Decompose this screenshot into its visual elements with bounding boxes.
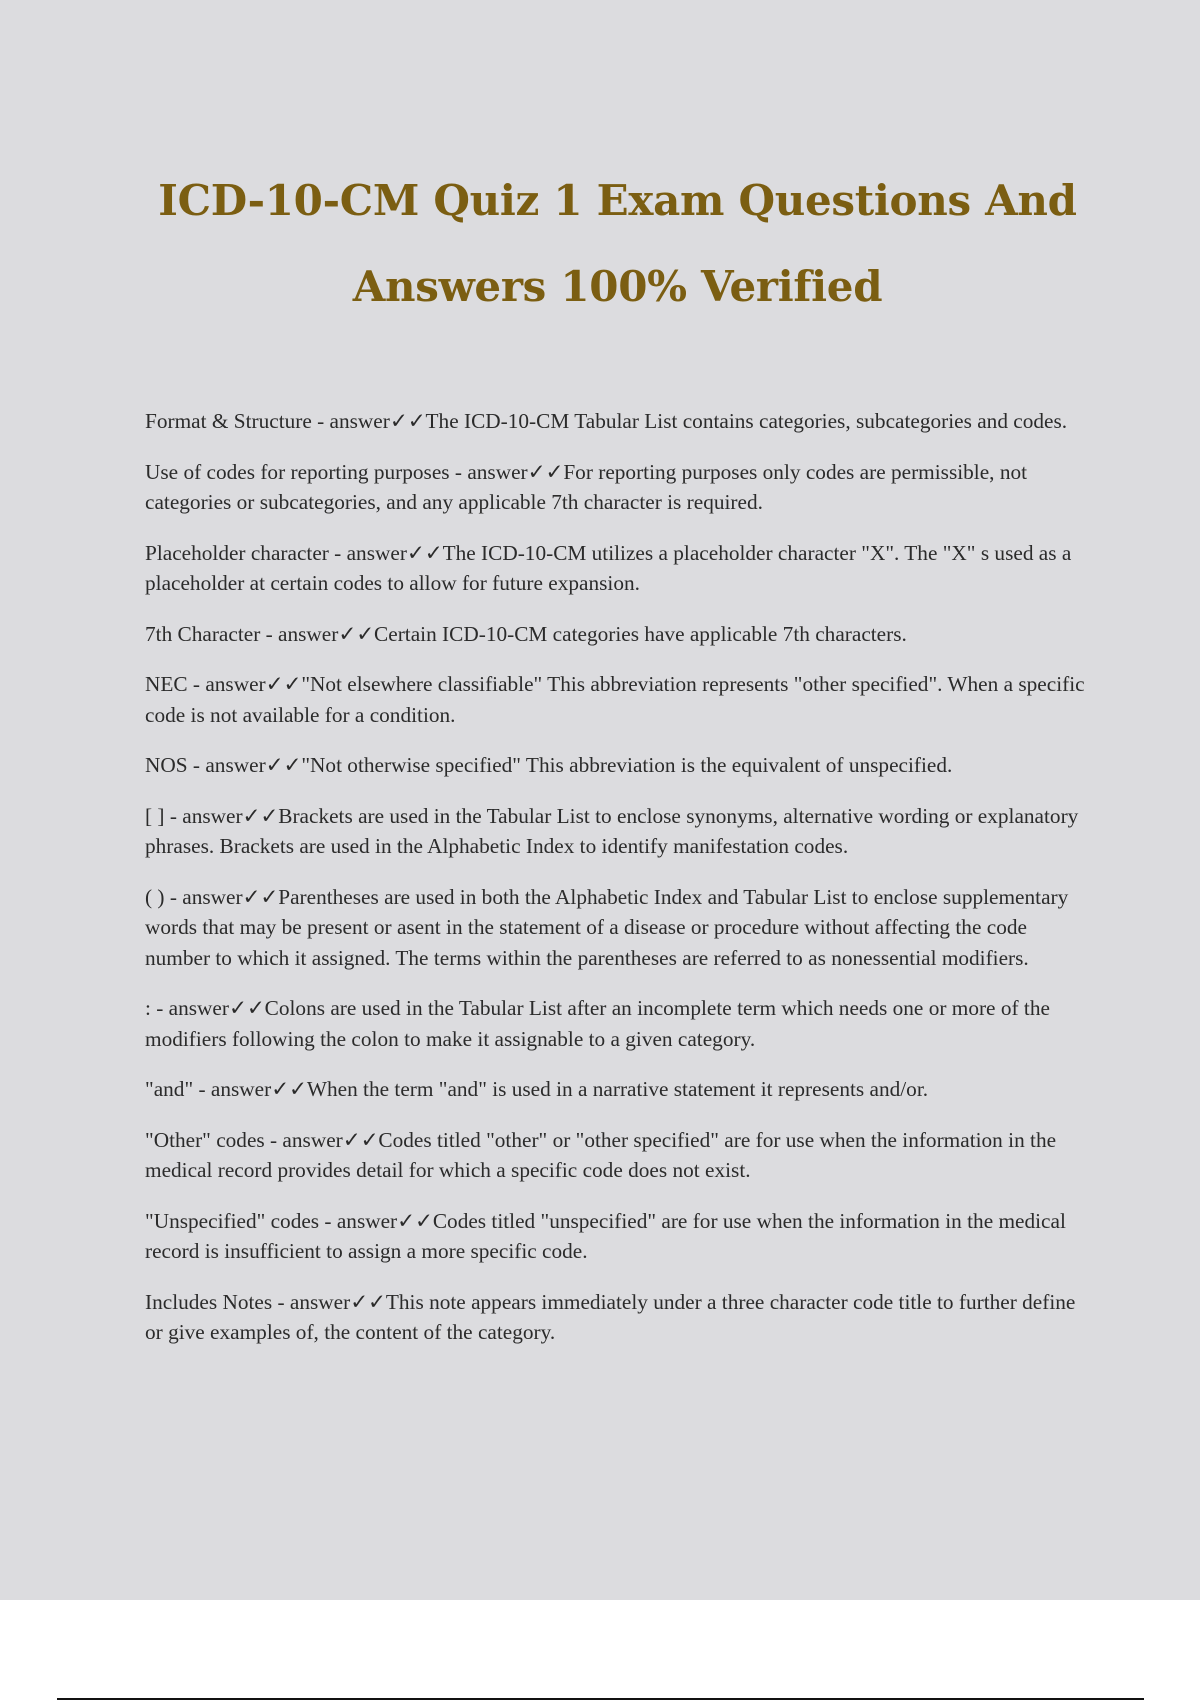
qa-item: ( ) - answer✓✓Parentheses are used in both the Alphabetic Index and Tabular List to enclose supplementary words that may be present or asent in the statement of a disease or procedure without affecting the code number to which it assigned. The terms within the parentheses are referred to as nonessential modifiers. [145, 884, 1069, 970]
qa-list [145, 406, 1095, 1368]
qa-item: 7th Character - answer✓✓Certain ICD-10-CM categories have applicable 7th characters. [145, 621, 907, 646]
title-line-1: ICD-10-CM Quiz 1 Exam Questions And [158, 176, 1077, 225]
qa-item: "and" - answer✓✓When the term "and" is used in a narrative statement it represents and/or. [145, 1077, 929, 1101]
qa-item: Format & Structure - answer✓✓The ICD-10-CM Tabular List contains categories, subcategories and codes. [145, 409, 1068, 433]
qa-item: Use of codes for reporting purposes - answer✓✓For reporting purposes only codes are permissible, not categories or subcategories, and any applicable 7th character is required. [145, 459, 1028, 514]
qa-item: Placeholder character - answer✓✓The ICD-10-CM utilizes a placeholder character "X". The "X" s used as a placeholder at certain codes to allow for future expansion. [145, 540, 1072, 595]
qa-item: NEC - answer✓✓"Not elsewhere classifiable" This abbreviation represents "other specified". When a specific code is not available for a condition. [145, 672, 1085, 727]
qa-item: Includes Notes - answer✓✓This note appears immediately under a three character code title to further define or give examples of, the content of the category. [145, 1289, 1076, 1344]
title-line-2: Answers 100% Verified [352, 262, 883, 311]
qa-item: : - answer✓✓Colons are used in the Tabular List after an incomplete term which needs one or more of the modifiers following the colon to make it assignable to a given category. [145, 996, 1050, 1051]
page-title [0, 158, 1200, 330]
qa-item: [ ] - answer✓✓Brackets are used in the Tabular List to enclose synonyms, alternative wording or explanatory phrases. Brackets are used in the Alphabetic Index to identify manifestation codes. [145, 803, 1079, 858]
qa-item: "Unspecified" codes - answer✓✓Codes titled "unspecified" are for use when the information in the medical record is insufficient to assign a more specific code. [145, 1208, 1066, 1263]
qa-item: NOS - answer✓✓"Not otherwise specified" This abbreviation is the equivalent of unspecified. [145, 753, 953, 777]
qa-item: "Other" codes - answer✓✓Codes titled "other" or "other specified" are for use when the information in the medical record provides detail for which a specific code does not exist. [145, 1127, 1057, 1182]
